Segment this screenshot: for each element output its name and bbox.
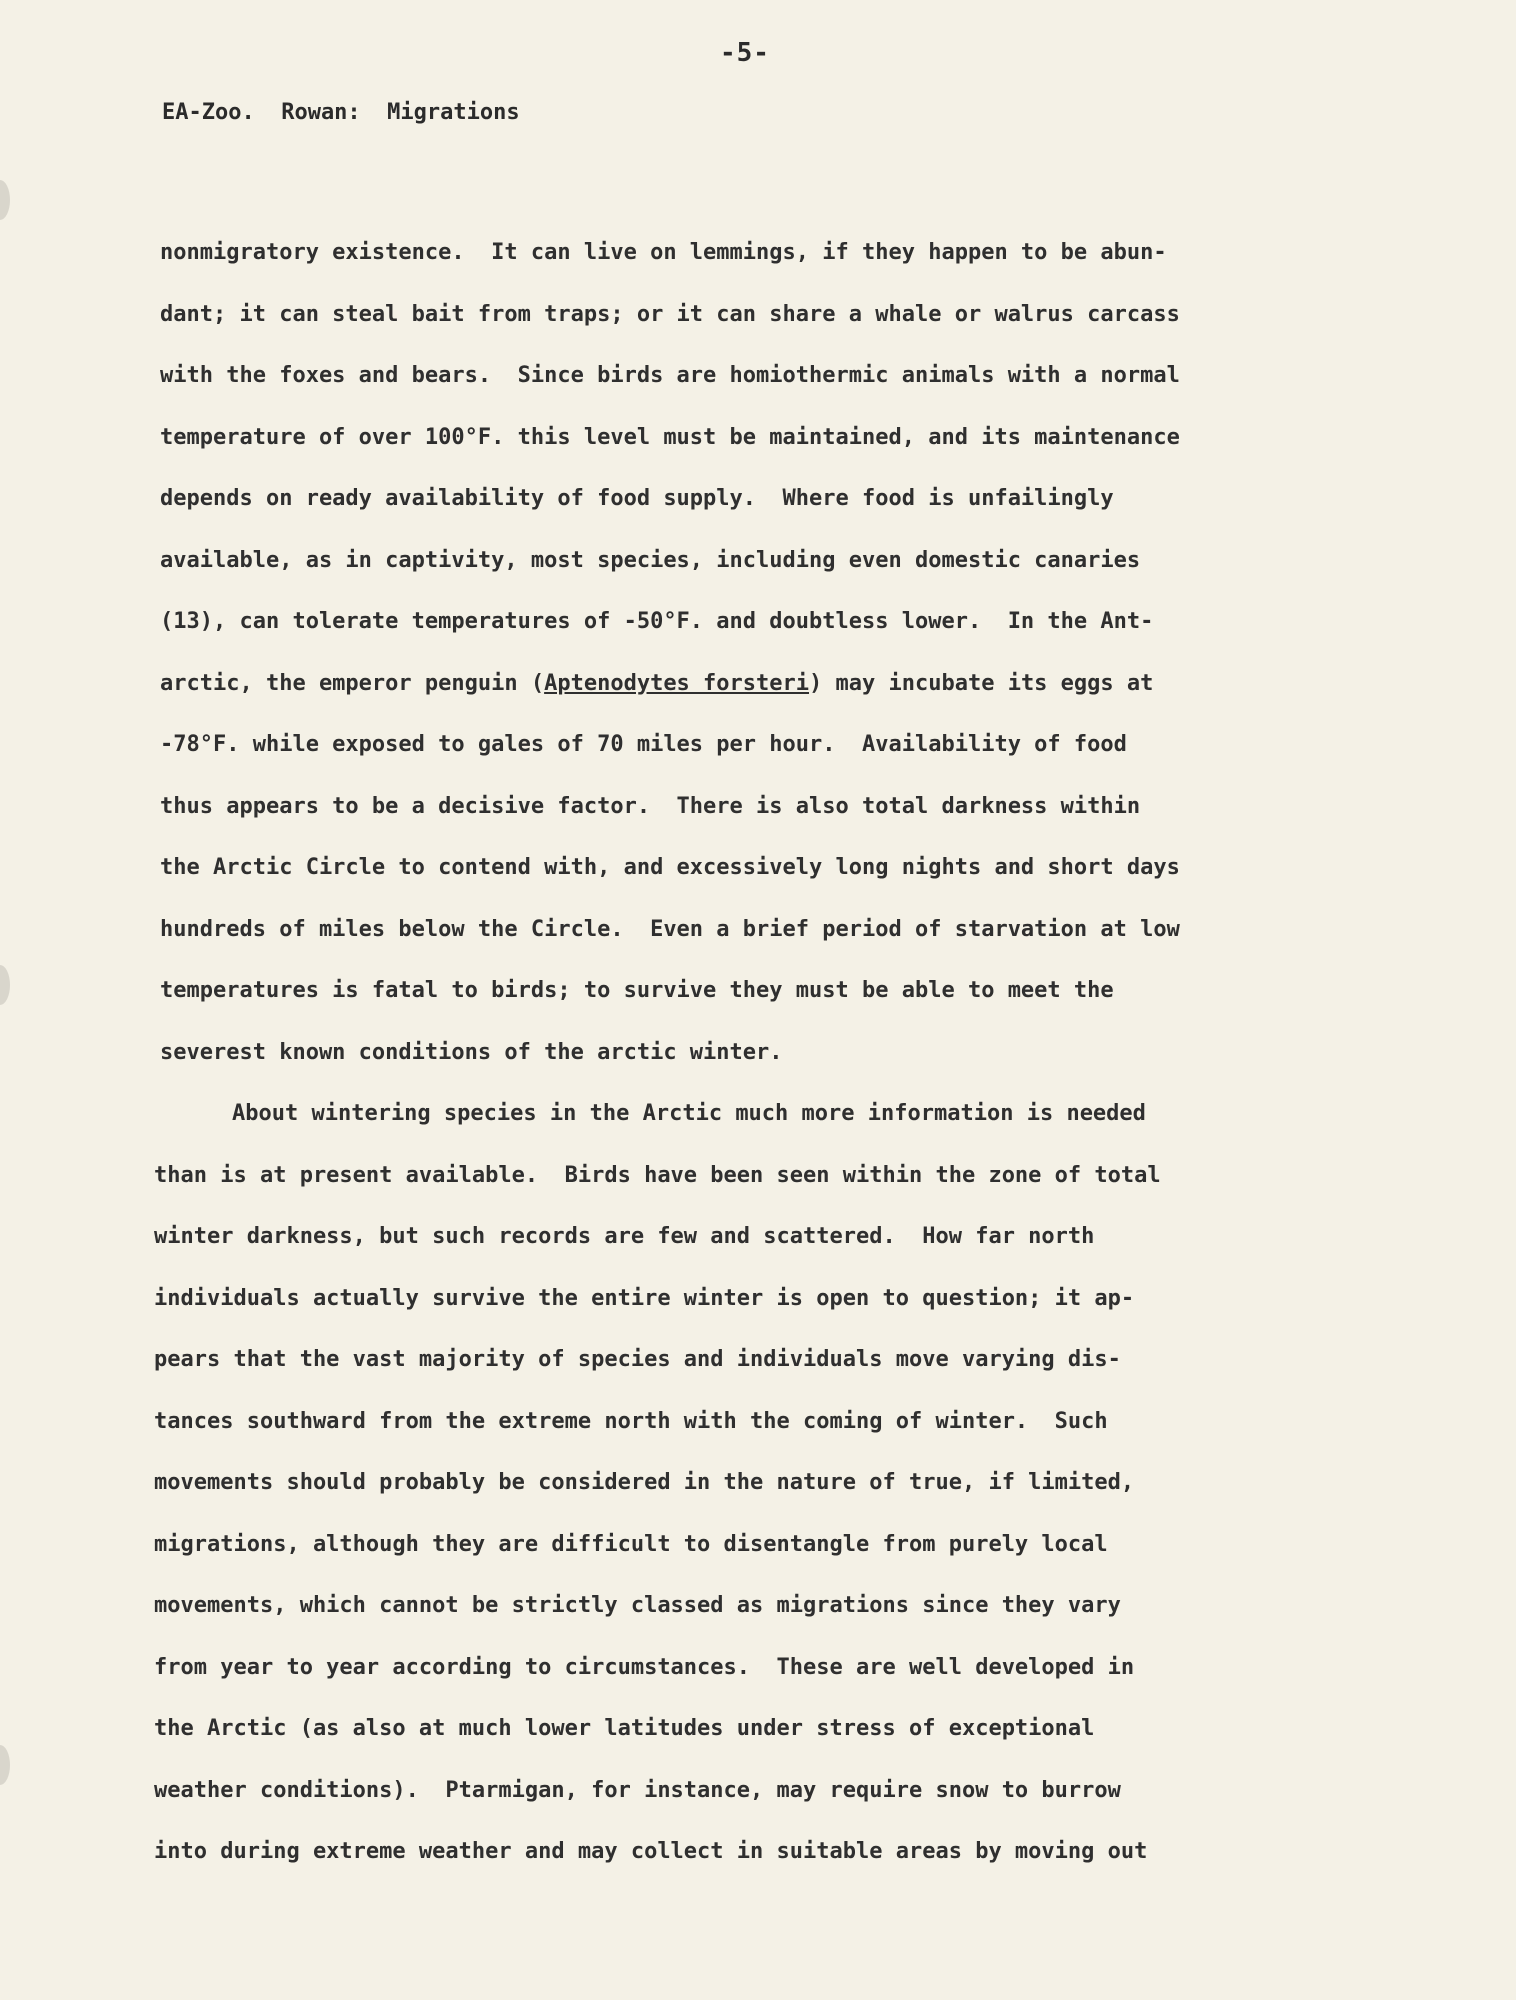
text-line: (13), can tolerate temperatures of -50°F. and doubtless lower. In the Ant- bbox=[160, 609, 1154, 634]
text-line: weather conditions). Ptarmigan, for instance, may require snow to burrow bbox=[154, 1777, 1121, 1803]
text-line: tances southward from the extreme north with the coming of winter. Such bbox=[154, 1408, 1108, 1434]
text-line: migrations, although they are difficult to disentangle from purely local bbox=[154, 1531, 1108, 1557]
text-line: into during extreme weather and may collect in suitable areas by moving out bbox=[154, 1839, 1148, 1864]
text-line: -78°F. while exposed to gales of 70 miles per hour. Availability of food bbox=[160, 732, 1127, 757]
text-line: the Arctic Circle to contend with, and excessively long nights and short days bbox=[160, 855, 1180, 880]
text-line: severest known conditions of the arctic winter. bbox=[160, 1039, 783, 1065]
paragraph-first-line: About wintering species in the Arctic much more information is needed bbox=[232, 1101, 1146, 1126]
text-line: thus appears to be a decisive factor. There is also total darkness within bbox=[160, 793, 1141, 819]
text-line: nonmigratory existence. It can live on lemmings, if they happen to be abun- bbox=[160, 240, 1167, 265]
punch-hole bbox=[0, 180, 10, 220]
text-line: with the foxes and bears. Since birds are homiothermic animals with a normal bbox=[160, 363, 1180, 388]
text-line: movements, which cannot be strictly classed as migrations since they vary bbox=[154, 1593, 1121, 1618]
text-line: the Arctic (as also at much lower latitudes under stress of exceptional bbox=[154, 1716, 1095, 1741]
text-line: pears that the vast majority of species and individuals move varying dis- bbox=[154, 1347, 1121, 1372]
body-text bbox=[0, 222, 1516, 1883]
text-line: individuals actually survive the entire winter is open to question; it ap- bbox=[154, 1285, 1135, 1311]
text-line: from year to year according to circumstances. These are well developed in bbox=[154, 1654, 1135, 1680]
text-line: temperatures is fatal to birds; to survive they must be able to meet the bbox=[160, 978, 1114, 1003]
text-line: than is at present available. Birds have been seen within the zone of total bbox=[154, 1162, 1161, 1188]
page-number: -5- bbox=[720, 38, 770, 68]
text-line: hundreds of miles below the Circle. Even a brief period of starvation at low bbox=[160, 916, 1180, 942]
text-line: dant; it can steal bait from traps; or it can share a whale or walrus carcass bbox=[160, 301, 1180, 327]
text-line: arctic, the emperor penguin (Aptenodytes forsteri) may incubate its eggs at bbox=[160, 670, 1154, 696]
running-header: EA-Zoo. Rowan: Migrations bbox=[162, 100, 520, 125]
text-line: winter darkness, but such records are few and scattered. How far north bbox=[154, 1224, 1095, 1249]
text-line: temperature of over 100°F. this level must be maintained, and its maintenance bbox=[160, 424, 1180, 450]
text-line: available, as in captivity, most species, including even domestic canaries bbox=[160, 547, 1141, 573]
text-line: depends on ready availability of food supply. Where food is unfailingly bbox=[160, 486, 1114, 511]
text-line: movements should probably be considered in the nature of true, if limited, bbox=[154, 1470, 1135, 1495]
species-name: Aptenodytes forsteri bbox=[544, 670, 810, 696]
